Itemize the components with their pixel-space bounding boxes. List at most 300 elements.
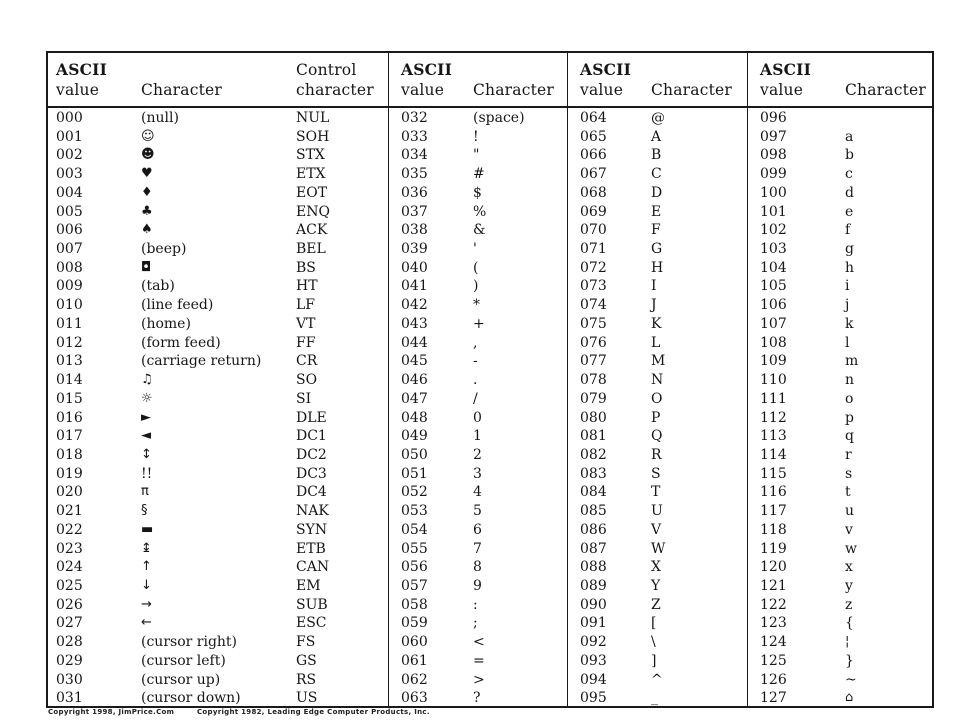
character-cell: 3 [473,465,482,482]
character-cell: ◄ [141,428,151,444]
ascii-value: 061 [401,652,428,669]
ascii-value: 093 [580,652,607,669]
ascii-value: 050 [401,446,428,463]
ascii-value: 118 [760,521,787,538]
ascii-value: 038 [401,222,428,239]
ascii-value: 091 [580,615,607,632]
character-cell: u [845,503,855,520]
ascii-value: 029 [56,652,83,669]
ascii-value: 017 [56,428,83,445]
character-cell: A [651,128,662,145]
character-cell: M [651,353,666,370]
character-cell: 8 [473,559,482,576]
character-cell: @ [651,110,665,126]
control-character-cell: DLE [296,409,327,426]
ascii-value: 076 [580,334,607,351]
control-character-cell: BEL [296,241,326,258]
ascii-value: 119 [760,540,787,557]
ascii-value: 079 [580,390,607,407]
ascii-value: 060 [401,634,428,651]
character-cell: % [473,203,487,220]
ascii-value: 117 [760,503,787,520]
control-character-cell: ESC [296,615,327,632]
ascii-value: 099 [760,166,787,183]
ascii-value: 035 [401,166,428,183]
ascii-value: 052 [401,484,428,501]
ascii-value: 064 [580,110,607,126]
character-cell: c [845,166,853,183]
header-ascii-value: ASCII value [401,60,453,99]
character-cell: _ [651,690,658,707]
ascii-value: 120 [760,559,787,576]
ascii-value: 107 [760,315,787,332]
character-cell: / [473,390,478,407]
ascii-value: 013 [56,353,83,370]
ascii-value: 031 [56,690,83,707]
character-cell: P [651,409,661,426]
ascii-value: 027 [56,615,83,632]
ascii-value: 048 [401,409,428,426]
ascii-value: 114 [760,446,787,463]
header-character: Character [651,81,733,99]
character-cell: O [651,390,663,407]
ascii-value: 116 [760,484,787,501]
character-cell: (cursor right) [141,634,238,651]
ascii-value: 051 [401,465,428,482]
control-character-cell: FF [296,334,316,351]
header-ascii-value: ASCII value [760,60,812,99]
control-character-cell: HT [296,278,318,295]
character-cell: , [473,334,478,351]
ascii-value: 113 [760,428,787,445]
control-character-cell: VT [296,315,316,332]
character-cell: (cursor up) [141,671,221,688]
ascii-value: 030 [56,671,83,688]
ascii-value: 012 [56,334,83,351]
control-character-cell: CR [296,353,318,370]
ascii-value: 049 [401,428,428,445]
ascii-value: 072 [580,259,607,276]
ascii-value: 047 [401,390,428,407]
character-cell: ♠ [141,222,153,238]
character-cell: ↑ [141,559,152,575]
ascii-value: 026 [56,596,83,613]
ascii-value: 000 [56,110,83,126]
character-cell: ' [473,241,477,258]
character-cell: : [473,596,478,613]
character-cell: T [651,484,661,501]
ascii-table [46,51,934,708]
control-character-cell: SOH [296,128,330,145]
ascii-value: 121 [760,578,787,594]
character-cell: J [651,297,657,314]
ascii-value: 098 [760,147,787,164]
ascii-value: 123 [760,615,787,632]
ascii-value: 075 [580,315,607,332]
character-cell: t [845,484,851,501]
character-cell: S [651,465,661,482]
character-cell: 0 [473,409,482,426]
ascii-value: 020 [56,484,83,501]
character-cell: ( [473,259,479,276]
character-cell: l [845,334,850,351]
character-cell: ; [473,615,478,632]
copyright-jimprice: Copyright 1998, JimPrice.Com [48,708,175,716]
copyright-leading-edge: Copyright 1982, Leading Edge Computer Products, Inc. [196,708,430,716]
character-cell: → [141,596,152,612]
control-character-cell: SUB [296,596,328,613]
character-cell: π [141,484,149,500]
ascii-value: 036 [401,184,428,201]
ascii-value: 062 [401,671,428,688]
character-cell: n [845,372,855,389]
character-cell: H [651,259,664,276]
control-character-cell: SO [296,372,318,389]
ascii-value: 033 [401,128,428,145]
ascii-value: 046 [401,372,428,389]
character-cell: ! [473,128,479,145]
character-cell: ↓ [141,578,152,593]
character-cell: (cursor left) [141,652,226,669]
character-cell: (null) [141,110,179,126]
header-rule [48,106,932,108]
ascii-value: 006 [56,222,83,239]
character-cell: D [651,184,663,201]
character-cell: ↕ [141,446,152,462]
character-cell: q [845,428,854,445]
character-cell: C [651,166,662,183]
control-character-cell: NAK [296,503,329,520]
control-character-cell: DC4 [296,484,327,501]
character-cell: = [473,652,485,669]
header-character: Character [141,81,223,99]
ascii-value: 087 [580,540,607,557]
ascii-value: 055 [401,540,428,557]
character-cell: (cursor down) [141,690,241,707]
character-cell: # [473,166,485,183]
character-cell: X [651,559,661,576]
ascii-value: 058 [401,596,428,613]
character-cell: ▬ [141,521,154,537]
character-cell: y [845,578,853,594]
character-cell: ¦ [845,634,850,650]
column-divider [567,53,568,706]
character-cell: (line feed) [141,297,214,314]
ascii-value: 057 [401,578,428,594]
column-divider [747,53,748,706]
ascii-value: 039 [401,241,428,258]
control-character-cell: DC3 [296,465,327,482]
ascii-value: 011 [56,315,83,332]
ascii-value: 095 [580,690,607,707]
character-cell: !! [141,465,153,482]
character-cell: - [473,353,478,370]
character-cell: (tab) [141,278,175,295]
ascii-value: 016 [56,409,83,426]
character-cell: ) [473,278,479,295]
character-cell: 7 [473,540,482,557]
ascii-value: 070 [580,222,607,239]
ascii-value: 094 [580,671,607,688]
ascii-value: 043 [401,315,428,332]
character-cell: > [473,671,485,688]
character-cell: K [651,315,662,332]
character-cell: 6 [473,521,482,538]
character-cell: ☼ [141,390,153,406]
character-cell: + [473,315,485,332]
character-cell: } [845,652,854,669]
character-cell: (carriage return) [141,353,262,370]
character-cell: 2 [473,446,482,463]
character-cell: ~ [845,671,857,688]
ascii-value: 122 [760,596,787,613]
ascii-value: 044 [401,334,428,351]
ascii-value: 090 [580,596,607,613]
character-cell: * [473,297,480,314]
ascii-value: 053 [401,503,428,520]
ascii-value: 081 [580,428,607,445]
ascii-value: 015 [56,390,83,407]
character-cell: $ [473,184,482,201]
character-cell: { [845,615,854,632]
ascii-value: 105 [760,278,787,295]
ascii-value: 096 [760,110,787,126]
character-cell: E [651,203,662,220]
character-cell: & [473,222,486,239]
ascii-value: 092 [580,634,607,651]
ascii-value: 003 [56,166,83,183]
ascii-value: 067 [580,166,607,183]
ascii-value: 019 [56,465,83,482]
character-cell: m [845,353,859,370]
ascii-value: 037 [401,203,428,220]
footer-copyright [48,708,450,716]
character-cell: v [845,521,853,538]
ascii-value: 005 [56,203,83,220]
ascii-value: 009 [56,278,83,295]
character-cell: j [845,297,850,314]
character-cell: (form feed) [141,334,221,351]
control-character-cell: EM [296,578,321,594]
character-cell: ☺ [141,128,155,144]
ascii-value: 010 [56,297,83,314]
ascii-value: 104 [760,259,787,276]
character-cell: [ [651,615,657,632]
character-cell: r [845,446,852,463]
ascii-value: 045 [401,353,428,370]
control-character-cell: US [296,690,318,707]
character-cell: G [651,241,663,258]
character-cell: h [845,259,855,276]
character-cell: N [651,372,664,389]
character-cell: U [651,503,663,520]
ascii-value: 014 [56,372,83,389]
character-cell: ◘ [141,259,152,275]
ascii-value: 111 [760,390,787,407]
character-cell: F [651,222,661,239]
ascii-value: 115 [760,465,787,482]
character-cell: b [845,147,854,164]
ascii-value: 080 [580,409,607,426]
control-character-cell: DC2 [296,446,327,463]
ascii-value: 086 [580,521,607,538]
ascii-value: 109 [760,353,787,370]
ascii-value: 078 [580,372,607,389]
character-cell: ? [473,690,481,707]
control-character-cell: NUL [296,110,330,126]
ascii-value: 127 [760,690,787,707]
ascii-value: 102 [760,222,787,239]
ascii-value: 024 [56,559,83,576]
ascii-value: 108 [760,334,787,351]
ascii-value: 097 [760,128,787,145]
character-cell: 5 [473,503,482,520]
control-character-cell: LF [296,297,316,314]
character-cell: ► [141,409,151,425]
header-control-character: Control character [296,61,374,99]
ascii-value: 125 [760,652,787,669]
ascii-value: 032 [401,110,428,126]
character-cell: I [651,278,657,295]
ascii-value: 041 [401,278,428,295]
control-character-cell: BS [296,259,316,276]
column-divider [388,53,389,706]
ascii-value: 022 [56,521,83,538]
ascii-value: 077 [580,353,607,370]
character-cell: p [845,409,854,426]
control-character-cell: ETB [296,540,326,557]
ascii-value: 007 [56,241,83,258]
ascii-value: 068 [580,184,607,201]
control-character-cell: EOT [296,184,328,201]
character-cell: Z [651,596,661,613]
character-cell: . [473,372,478,389]
ascii-value: 083 [580,465,607,482]
ascii-value: 100 [760,184,787,201]
control-character-cell: STX [296,147,325,164]
character-cell: Q [651,428,663,445]
ascii-value: 085 [580,503,607,520]
character-cell: V [651,521,662,538]
header-character: Character [845,81,927,99]
ascii-value: 084 [580,484,607,501]
character-cell: x [845,559,853,576]
control-character-cell: ENQ [296,203,330,220]
character-cell: s [845,465,853,482]
ascii-value: 028 [56,634,83,651]
ascii-value: 025 [56,578,83,594]
ascii-value: 018 [56,446,83,463]
control-character-cell: ACK [296,222,328,239]
ascii-value: 021 [56,503,83,520]
character-cell: ⌂ [845,690,854,706]
control-character-cell: SYN [296,521,328,538]
character-cell: Y [651,578,661,594]
ascii-value: 065 [580,128,607,145]
control-character-cell: RS [296,671,317,688]
ascii-value: 089 [580,578,607,594]
ascii-value: 124 [760,634,787,651]
character-cell: B [651,147,662,164]
character-cell: \ [651,634,656,651]
ascii-value: 001 [56,128,83,145]
ascii-value: 106 [760,297,787,314]
ascii-value: 054 [401,521,428,538]
character-cell: d [845,184,854,201]
control-character-cell: FS [296,634,316,651]
character-cell: ^ [651,671,663,688]
character-cell: f [845,222,851,239]
ascii-value: 088 [580,559,607,576]
ascii-value: 002 [56,147,83,164]
character-cell: < [473,634,485,651]
character-cell: 9 [473,578,482,594]
character-cell: k [845,315,854,332]
control-character-cell: CAN [296,559,330,576]
ascii-value: 110 [760,372,787,389]
ascii-value: 126 [760,671,787,688]
character-cell: " [473,147,480,164]
character-cell: g [845,241,854,258]
ascii-value: 069 [580,203,607,220]
control-character-cell: GS [296,652,317,669]
ascii-value: 056 [401,559,428,576]
control-character-cell: DC1 [296,428,327,445]
character-cell: 4 [473,484,482,501]
character-cell: ☻ [141,147,155,163]
character-cell: (space) [473,110,525,126]
character-cell: ← [141,615,152,631]
ascii-value: 042 [401,297,428,314]
ascii-value: 103 [760,241,787,258]
ascii-value: 008 [56,259,83,276]
character-cell: ♥ [141,166,153,182]
character-cell: ♫ [141,372,153,388]
ascii-value: 073 [580,278,607,295]
character-cell: W [651,540,666,557]
ascii-value: 034 [401,147,428,164]
header-character: Character [473,81,555,99]
ascii-value: 004 [56,184,83,201]
ascii-value: 074 [580,297,607,314]
ascii-value: 101 [760,203,787,220]
character-cell: L [651,334,661,351]
ascii-value: 023 [56,540,83,557]
ascii-value: 082 [580,446,607,463]
ascii-value: 071 [580,241,607,258]
character-cell: (home) [141,315,191,332]
character-cell: (beep) [141,241,187,258]
ascii-value: 112 [760,409,787,426]
ascii-value: 059 [401,615,428,632]
header-ascii-value: ASCII value [580,60,632,99]
character-cell: R [651,446,662,463]
character-cell: e [845,203,854,220]
character-cell: w [845,540,857,557]
character-cell: a [845,128,854,145]
character-cell: i [845,278,850,295]
control-character-cell: SI [296,390,312,407]
character-cell: 1 [473,428,482,445]
character-cell: z [845,596,853,613]
character-cell: ] [651,652,657,669]
character-cell: § [141,503,148,519]
character-cell: o [845,390,854,407]
character-cell: ♣ [141,203,153,219]
header-ascii-value: ASCII value [56,60,108,99]
character-cell: ↨ [141,540,152,556]
ascii-value: 066 [580,147,607,164]
